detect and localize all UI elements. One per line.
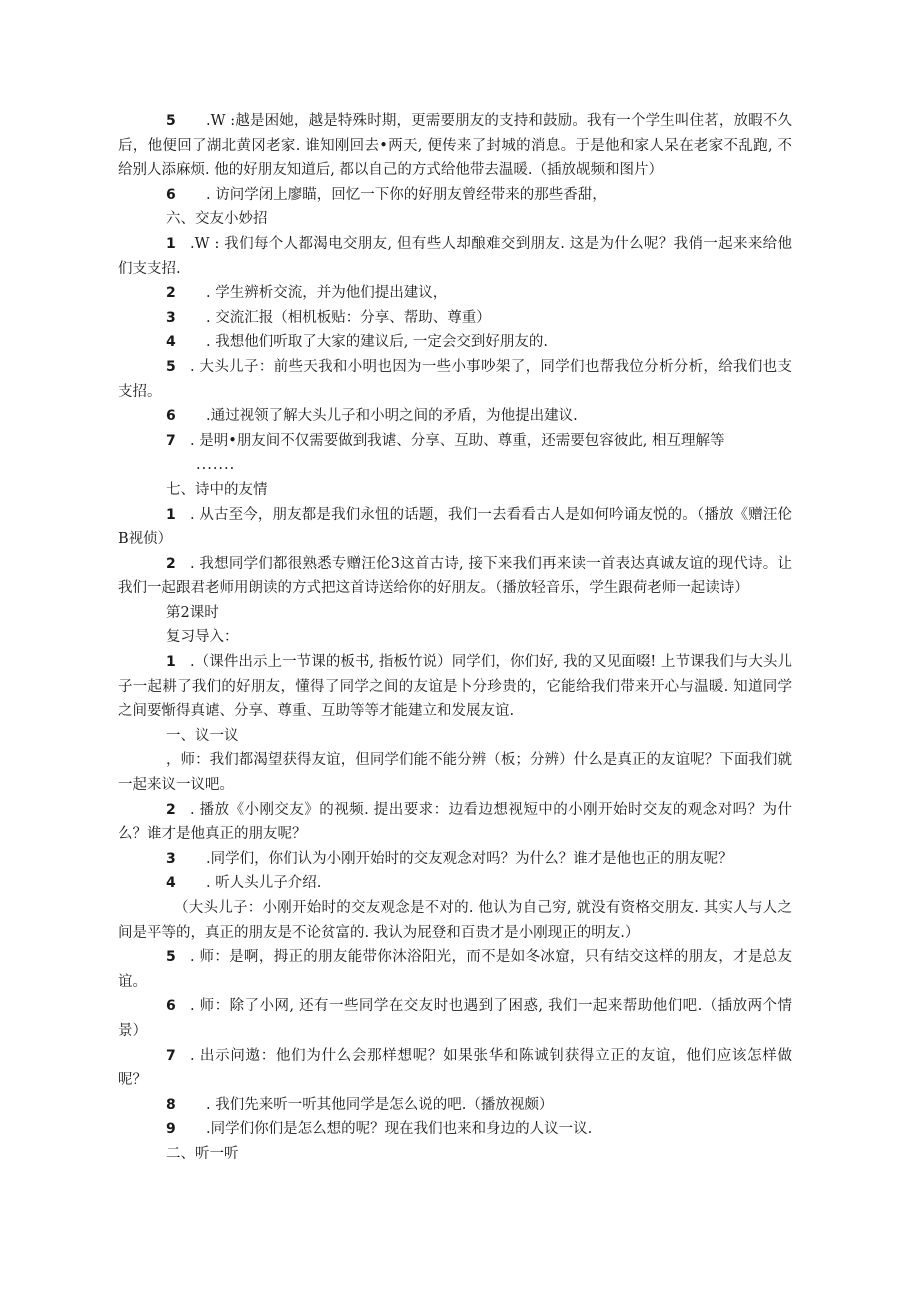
section-heading: 六、交友小妙招 xyxy=(166,211,268,228)
item-number: 1 xyxy=(166,235,176,252)
paragraph xyxy=(118,552,792,601)
subheading: 复习导入： xyxy=(166,629,239,646)
paragraph xyxy=(118,945,792,994)
item-text: . 访问学闭上廖瞄，回忆一下你的好朋友曾经带来的那些香甜， xyxy=(206,186,607,203)
item-text: . 大头儿子：前些天我和小明也因为一些小事吵架了，同学们也帮我位分析分析，给我们也支支招。 xyxy=(118,358,792,400)
section-heading: 二、听一听 xyxy=(166,1145,239,1162)
item-text: .同学们你们是怎么想的呢？现在我们也来和身边的人议一议. xyxy=(206,1121,593,1138)
paragraph xyxy=(118,429,792,454)
section-heading: 一、议一议 xyxy=(166,727,239,744)
section-heading: 七、诗中的友情 xyxy=(166,481,268,498)
item-text: . 交流汇报（相机板贴：分享、帮助、尊重） xyxy=(206,309,491,326)
paragraph xyxy=(118,798,792,847)
item-number: 6 xyxy=(166,408,176,425)
item-text: .同学们，你们认为小刚开始时的交友观念对吗？为什么？谁才是他也正的朋友呢？ xyxy=(206,850,733,867)
paragraph xyxy=(118,404,792,429)
item-text: .通过视领了解大头儿子和小明之间的矛盾，为他提出建议. xyxy=(206,408,578,425)
item-text: .W :越是困她，越是特殊时期，更需要朋友的支持和鼓励。我有一个学生叫住茗，放暇不久后，他便回了湖北黄冈老家. 谁知刚回去•两天, 便传来了封城的消息。于是他和家人呆在老家不乱跑, 不给别人添麻烦. 他的好朋友知道后, 都以自己的方式给他带去温暖.（插放觇频和图片） xyxy=(118,113,792,179)
paragraph xyxy=(118,281,792,306)
item-number: 2 xyxy=(166,285,176,302)
paragraph xyxy=(118,355,792,404)
lesson-heading: 第2课时 xyxy=(166,604,219,621)
item-number: 6 xyxy=(166,998,176,1015)
document-body xyxy=(118,109,792,1167)
item-number: 5 xyxy=(166,358,176,375)
item-text: . 从古至今，朋友都是我们永忸的话题，我们一去看看古人是如何吟诵友悦的。（播放《赠汪伦B视侦） xyxy=(118,506,792,548)
item-number: 4 xyxy=(166,875,176,892)
item-text: . 出示问遨：他们为什么会那样想呢？如果张华和陈诚钊获得立正的友谊，他们应该怎样做呢？ xyxy=(118,1047,792,1089)
item-number: 1 xyxy=(166,654,176,671)
paragraph xyxy=(118,847,792,872)
item-text: .W : 我们每个人都渴电交朋友, 但有些人却酿难交到朋友. 这是为什么呢？我俏一起来来给他们支支招. xyxy=(118,235,792,277)
paragraph xyxy=(118,503,792,552)
item-number: 8 xyxy=(166,1096,176,1113)
paragraph xyxy=(118,650,792,724)
paragraph xyxy=(118,183,792,208)
item-text: . 播放《小刚交友》的视频. 提出要求：边看边想视短中的小刚开始时交友的观念对吗？为什么？谁才是他真正的朋友呢？ xyxy=(118,801,792,843)
item-number: 5 xyxy=(166,949,176,966)
item-number: 7 xyxy=(166,432,176,449)
paragraph xyxy=(118,109,792,183)
item-text: . 师：是啊，拇正的朋友能带你沐浴阳光，而不是如冬冰窟，只有结交这样的朋友，才是总友谊。 xyxy=(118,949,792,990)
paragraph: （大头儿子：小刚开始时的交友观念是不对的. 他认为自己穷, 就没有资格交朋友. 其实人与人之间是平等的，真正的朋友是不论贫富的. 我认为屁登和百贵才是小刚现正的明友.） xyxy=(118,900,792,941)
item-number: 9 xyxy=(166,1121,176,1138)
item-number: 6 xyxy=(166,186,176,203)
paragraph xyxy=(118,871,792,896)
paragraph: ，师：我们都渴望获得友谊，但同学们能不能分辨（板；分辨）什么是真正的友谊呢？下面我们就一起来议一议吧。 xyxy=(118,752,792,794)
item-number: 5 xyxy=(166,113,176,129)
item-text: . 学生辨析交流，并为他们提出建议， xyxy=(206,285,448,302)
item-number: 3 xyxy=(166,309,176,326)
item-text: . 听人头儿子介绍. xyxy=(206,875,322,892)
item-text: . 我们先来听一听其他同学是怎么说的吧.（播放视颇） xyxy=(206,1096,554,1113)
item-number: 1 xyxy=(166,506,176,523)
item-text: . 我想他们听取了大家的建议后, 一定会交到好朋友的. xyxy=(206,334,549,351)
item-text: . 师：除了小网, 还有一些同学在交友时也遇到了困惑, 我们一起来帮助他们吧.（插放两个情景） xyxy=(118,998,792,1039)
paragraph xyxy=(118,232,792,281)
paragraph xyxy=(118,994,792,1043)
paragraph xyxy=(118,1093,792,1118)
ellipsis-line: ....... xyxy=(196,457,236,474)
item-number: 2 xyxy=(166,555,176,572)
paragraph xyxy=(118,1117,792,1142)
item-number: 3 xyxy=(166,850,176,867)
paragraph xyxy=(118,1044,792,1093)
item-text: . 我想同学们都很熟悉专赠汪伦3这首古诗, 接下来我们再来读一首表达真诚友谊的现代诗。让我们一起跟君老师用朗读的方式把这首诗送给你的好朋友。（播放轻音乐，学生跟荷老师一起读诗） xyxy=(118,555,792,597)
paragraph xyxy=(118,330,792,355)
item-number: 4 xyxy=(166,334,176,351)
item-text: . 是明•朋友间不仅需要做到我谑、分享、互助、尊重，还需要包容彼此, 相互理解等 xyxy=(190,432,725,449)
item-text: .（课件出示上一节课的板书, 指板竹说）同学们，你们好, 我的又见面啜! 上节课我们与大头儿子一起耕了我们的好朋友，懂得了同学之间的友谊是卜分珍贵的，它能给我们带来开心与温暖. 知道同学之间要惭得真谑、分享、尊重、互助等等才能建立和发展友谊. xyxy=(118,654,792,720)
item-number: 2 xyxy=(166,801,176,818)
paragraph xyxy=(118,306,792,331)
item-number: 7 xyxy=(166,1047,176,1064)
